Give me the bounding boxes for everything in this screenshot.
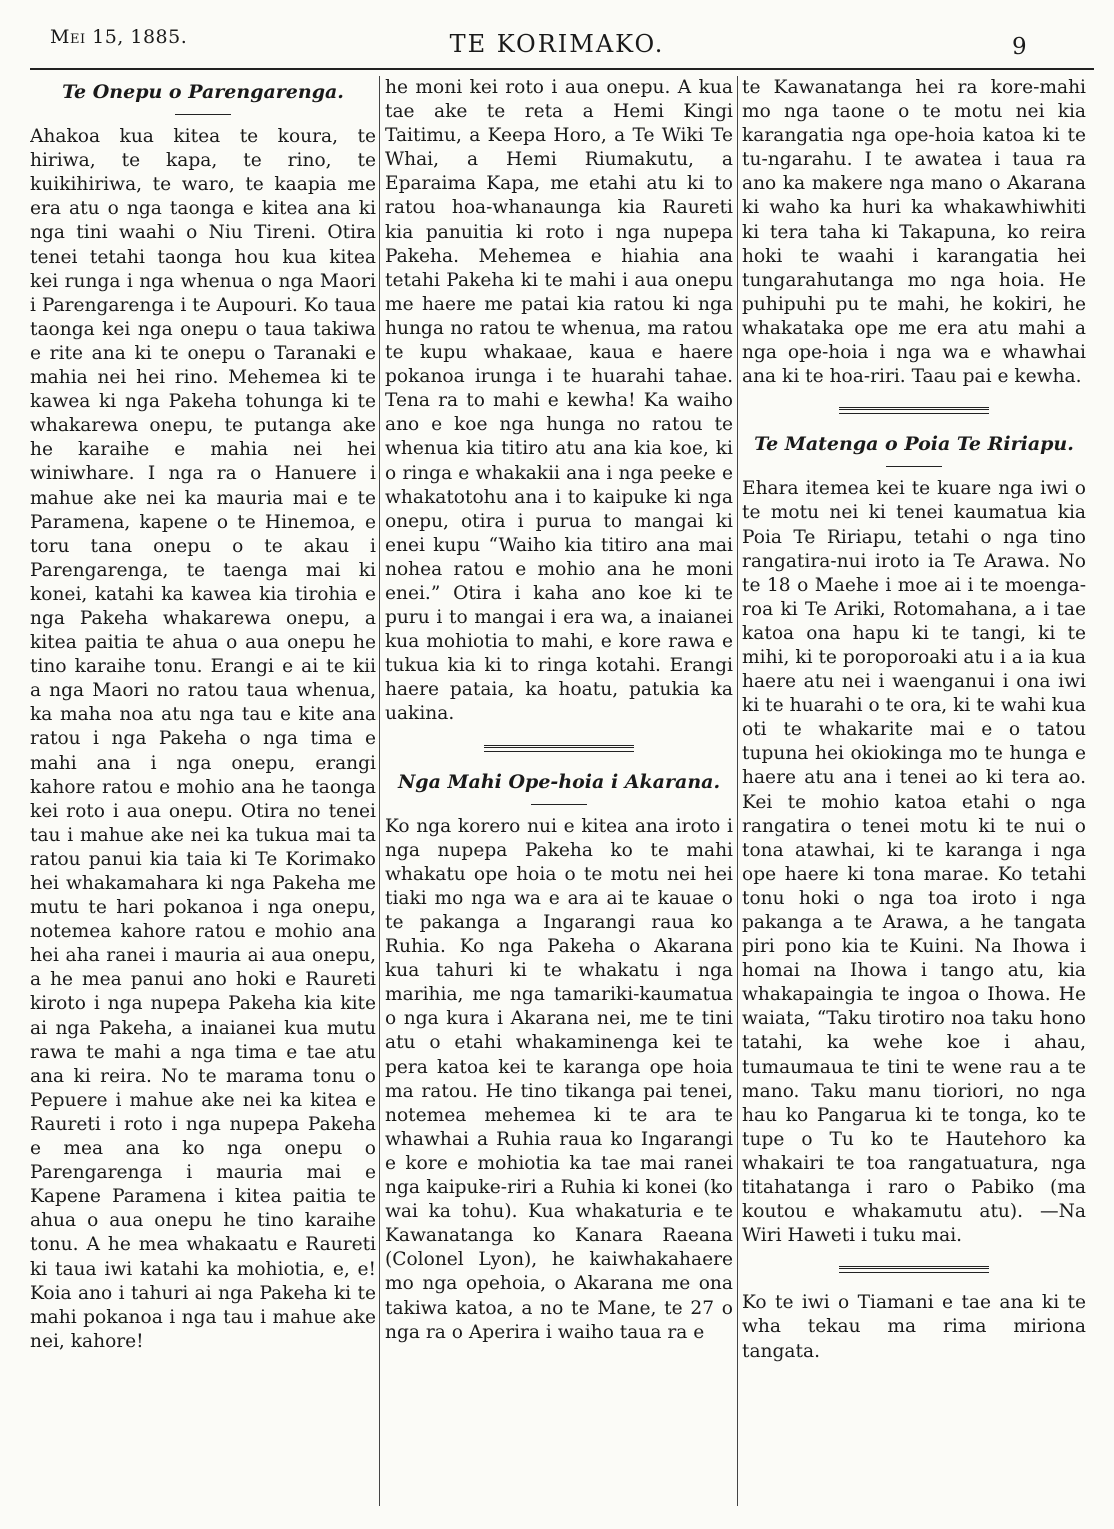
column-divider <box>379 76 380 1506</box>
article-body: Ko nga korero nui e kitea ana iroto i nga nupepa Pakeha ko te mahi whakatu ope hoia o te motu nei hei tiaki mo nga wa e ara ai te kauae o te pakanga a Ingarangi raua ko Ruhia. Ko nga Pakeha o Akarana kua tahuri ki te whakatu i nga marihia, me nga tamariki-kaumatua o nga kura i Akarana nei, me te tini atu o etahi whakaminenga kei te pera katoa kei te karanga ope hoia ma ratou. He tino tikanga pai tenei, notemea mehemea ki te ara te whawhai a Ruhia raua ko Ingarangi e kore e mohiotia ka tae mai ranei nga kaipuke-riri a Ruhia ki konei (ko wai ka tohu). Kua whakaturia e te Kawanatanga ko Kanara Raeana (Colonel Lyon), he kaiwhakahaere mo nga opehoia, o Akarana me ona takiwa katoa, a no te Mane, te 27 o nga ra o Aperira i waiho taua ra e <box>385 815 733 1343</box>
column-2 <box>385 76 733 1506</box>
issue-date: Mei 15, 1885. <box>50 26 188 48</box>
section-divider <box>839 407 989 414</box>
article-body: Ahakoa kua kitea te koura, te hiriwa, te kapa, te rino, te kuikihiriwa, te waro, te kaapia me era atu o nga taonga e kitea ana ki nga tini waahi o Niu Tireni. Otira tenei tetahi taonga hou kua kitea kei runga i nga whenua o nga Maori i Parengarenga i te Aupouri. Ko taua taonga kei nga onepu o taua takiwa e rite ana ki te onepu o Taranaki e mahia nei hei rino. Mehemea ki te kawea ki nga Pakeha tohunga ki te whakarewa onepu, te putanga ake he karaihe e mahia nei hei winiwhare. I nga ra o Hanuere i mahue ake nei ka mauria mai e te Paramena, kapene o te Hinemoa, e toru tana onepu o te akau i Parengarenga, te taenga mai ki konei, katahi ka kawea kia tirohia e nga Pakeha whakarewa onepu, a kitea paitia te ahua o aua onepu he tino karaihe tonu. Erangi e ai te kii a nga Maori no ratou taua whenua, ka maha noa atu nga tau e kite ana ratou i nga Pakeha o nga tima e mahi ana i nga onepu, erangi kahore ratou e mohio ana he taonga kei roto i aua onepu. Otira no tenei tau i mahue ake nei ka tukua mai ta ratou panui kia taia ki Te Korimako hei whakamahara ki nga Pakeha me mutu te hari pokanoa i nga onepu, notemea kahore ratou e mohio ana hei aha ranei i mauria ai aua onepu, a he mea panui ano hoki e Raureti kiroto i nga nupepa Pakeha kia kite ai nga Pakeha, a inaianei kua mutu rawa te mahi a nga tima e tae atu ana ki reira. No te marama tonu o Pepuere i mahue ake nei ka kitea e Raureti i roto i nga nupepa Pakeha e mea ana ko nga onepu o Parengarenga i mauria mai e Kapene Paramena i kitea paitia te ahua o aua onepu he tino karaihe tonu. A he mea whakaatu e Raureti ki taua iwi katahi ka mohiotia, e, e! Koia ano i tahuri ai nga Pakeha ki te mahi pokanoa i nga tau i mahue ake nei, kahore! <box>30 126 376 1352</box>
news-brief: Ko te iwi o Tiamani e tae ana ki te wha tekau ma rima miriona tangata. <box>742 1292 1086 1362</box>
article-body-continued: he moni kei roto i aua onepu. A kua tae ake te reta a Hemi Kingi Taitimu, a Keepa Horo, a Te Wiki Te Whai, a Hemi Riumakutu, a Eparaima Kapa, me etahi atu ki to ratou hoa-whanaunga kia Raureti kia panuitia ki roto i nga nupepa Pakeha. Mehemea e hiahia ana tetahi Pakeha ki te mahi i aua onepu me haere me patai kia ratou ki nga hunga no ratou te whenua, ma ratou te kupu whakaae, kaua e haere pokanoa irunga i te huarahi tahae. Tena ra to mahi e kewha! Ka waiho ano e koe nga hunga no ratou te whenua kia titiro atu ana kia koe, ki o ringa e whakakii ana i nga peeke e whakatotohu ana i to kaipuke ki nga onepu, otira i purua to mangai ki enei kupu “Waiho kia titiro ana mai nohea ratou e mohio ana he moni enei.” Otira i kaha ano koe ki te puru i to mangai i era wa, a inaianei kua mohiotia to mahi, e kore rawa e tukua kia ki to ringa kotahi. Erangi haere pataia, ka hoatu, patukia ka uakina. <box>385 77 733 725</box>
heading-rule <box>531 804 587 805</box>
article-heading: Te Matenga o Poia Te Ririapu. <box>754 433 1074 456</box>
page-number: 9 <box>1012 34 1027 60</box>
section-divider <box>839 1266 989 1273</box>
column-divider <box>737 76 738 1506</box>
header-rule <box>30 68 1094 70</box>
column-3 <box>742 76 1086 1506</box>
article-body: Ehara itemea kei te kuare nga iwi o te motu nei ki tenei kaumatua kia Poia Te Ririapu, tetahi o nga tino rangatira-nui iroto ia Te Arawa. No te 18 o Maehe i moe ai i te moenga-roa ki Te Ariki, Rotomahana, a i tae katoa ona hapu ki te tangi, ki te mihi, ki te poroporoaki atu i a ia kua haere atu nei i waenganui i ona iwi ki te huarahi o te ora, ki te wahi kua oti te whakarite mai e o tatou tupuna hei okiokinga mo te hunga e haere atu ana i tenei ao ki tera ao. Kei te mohio katoa etahi o nga rangatira o tenei motu ki te nui o tona atawhai, ki te karanga i nga ope haere ki tona marae. Ko tetahi tonu hoki o nga toa iroto i nga pakanga a te Arawa, a he tangata piri pono kia te Kuini. Na Ihowa i homai na Ihowa i tango atu, kia whakapaingia te ingoa o Ihowa. He waiata, “Taku tirotiro noa taku hono tatahi, ka wehe koe i ahau, tumaumaua te tini te wene rau a te mano. Taku manu tioriori, no nga hau ko Pangarua ki te tonga, ko te tupe o Tu ko te Hautehoro ka whakairi te toa rangatuatura, nga titahatanga i raro o Pabiko (ma koutou e whakamutu atu). —Na Wiri Haweti i tuku mai. <box>742 478 1086 1247</box>
article-body-continued: te Kawanatanga hei ra kore-mahi mo nga taone o te motu nei kia karangatia nga ope-hoia katoa ki te tu-ngarahu. I te awatea i taua ra ano ka makere nga mano o Akarana ki waho ka huri ka whakawhiwhiti ki tera taha ki Takapuna, ko reira hoki te waahi i karangatia hei tungarahutanga mo nga hoia. He puhipuhi pu te mahi, he kokiri, he whakataka ope me era atu mahi a nga ope-hoia i nga wa e whawhai ana ki te hoa-riri. Taau pai e kewha. <box>742 77 1086 388</box>
article-heading: Te Onepu o Parengarenga. <box>62 81 344 103</box>
column-1 <box>30 76 376 1506</box>
page-header <box>0 0 1114 60</box>
newspaper-title: TE KORIMAKO. <box>449 30 665 58</box>
section-divider <box>484 745 634 752</box>
heading-rule <box>886 466 942 467</box>
article-heading: Nga Mahi Ope-hoia i Akarana. <box>397 770 721 793</box>
heading-rule <box>175 114 231 115</box>
